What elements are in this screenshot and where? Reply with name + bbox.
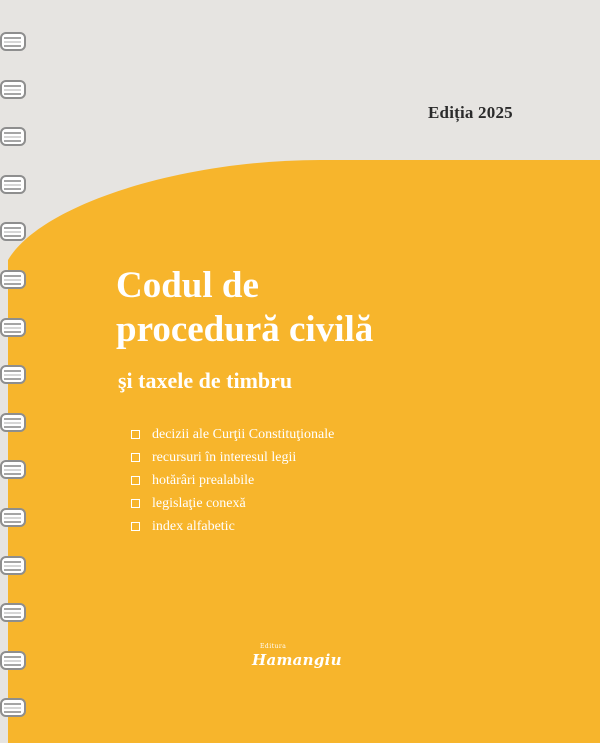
edition-label: Ediția 2025 [428,103,513,122]
publisher-small-label: Editura [260,643,287,650]
spiral-ring-icon [0,554,28,578]
feature-item [131,492,334,515]
spiral-ring-icon [0,30,28,54]
checkbox-square-icon [131,476,140,485]
feature-text: index alfabetic [152,518,235,534]
spiral-ring-icon [0,649,28,673]
feature-text: recursuri în interesul legii [152,449,297,465]
spiral-ring-icon [0,220,28,244]
feature-text: legislaţie conexă [152,495,246,511]
book-subtitle: şi taxele de timbru [118,368,293,393]
feature-text: hotărâri prealabile [152,472,255,488]
spiral-ring-icon [0,173,28,197]
spiral-ring-icon [0,458,28,482]
feature-item [131,446,334,469]
publisher-name: Hamangiu [252,651,342,669]
spiral-ring-icon [0,125,28,149]
publisher-logo [252,643,342,669]
feature-list [131,423,334,538]
book-title-line-1: Codul de [116,265,259,306]
spiral-ring-icon [0,601,28,625]
spiral-ring-icon [0,363,28,387]
feature-text: decizii ale Curţii Constituţionale [152,426,335,442]
spiral-ring-icon [0,316,28,340]
checkbox-square-icon [131,453,140,462]
feature-item [131,515,334,538]
checkbox-square-icon [131,430,140,439]
feature-item [131,469,334,492]
book-title-line-2: procedură civilă [116,309,374,350]
spiral-ring-icon [0,411,28,435]
feature-item [131,423,334,446]
checkbox-square-icon [131,499,140,508]
spiral-ring-icon [0,506,28,530]
spiral-ring-icon [0,268,28,292]
spiral-ring-icon [0,696,28,720]
book-title [116,264,373,352]
checkbox-square-icon [131,522,140,531]
spiral-ring-icon [0,78,28,102]
